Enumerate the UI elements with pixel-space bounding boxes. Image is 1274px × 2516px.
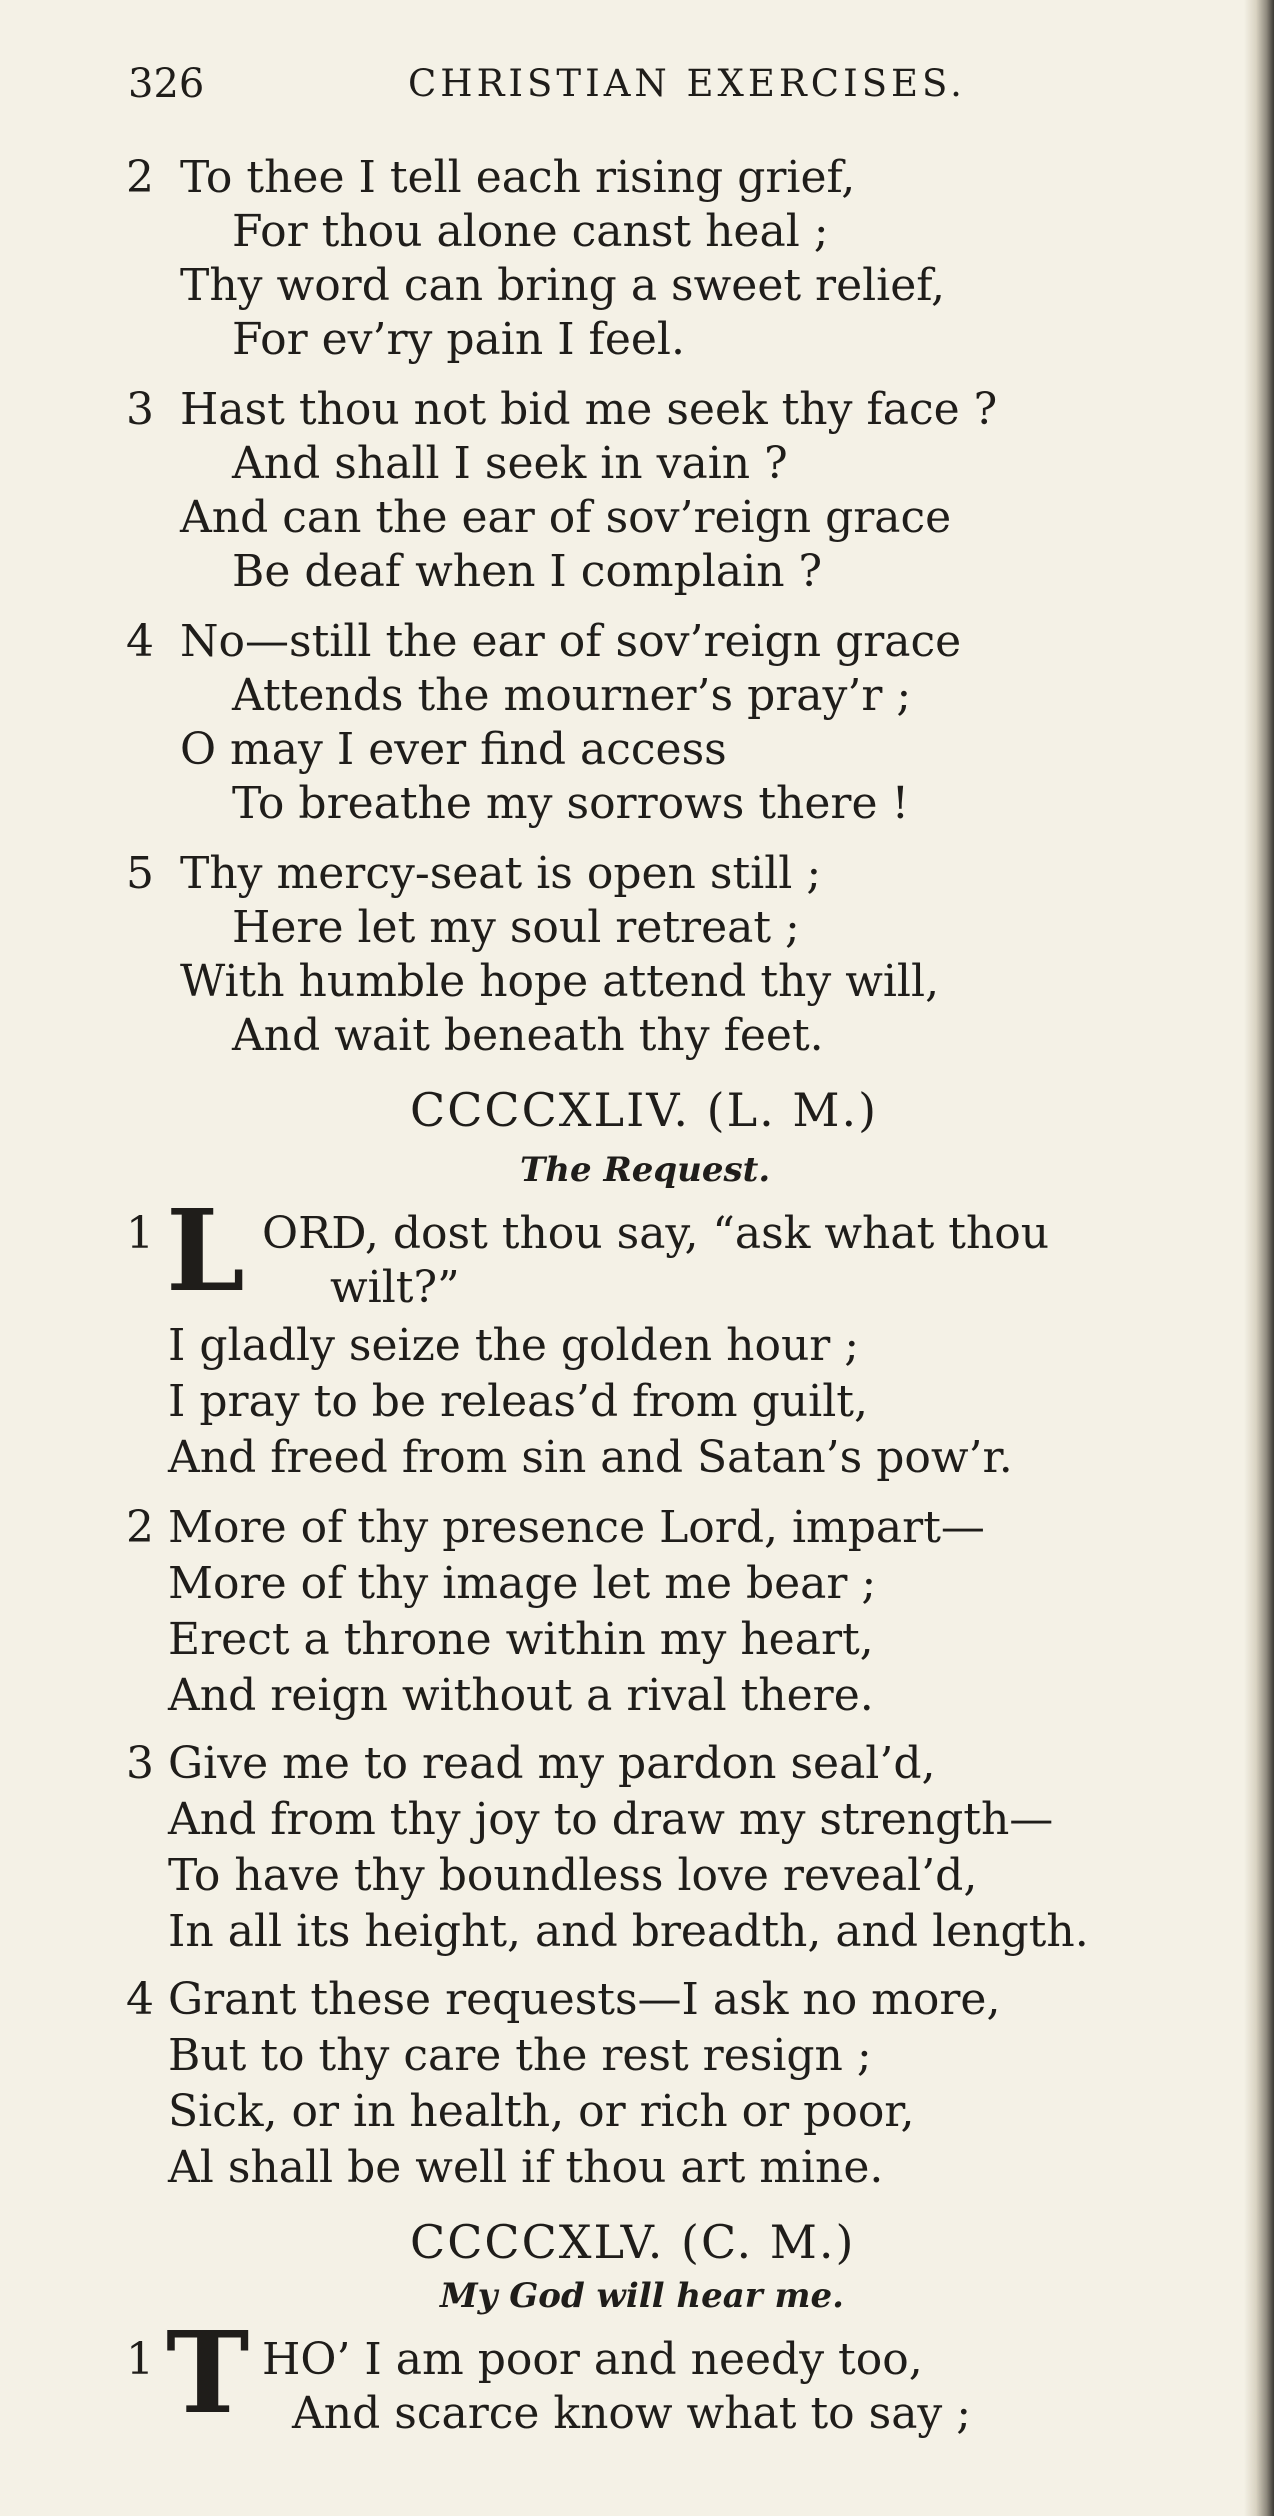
hymn-subtitle: My God will hear me.: [440, 2276, 844, 2316]
running-title: CHRISTIAN EXERCISES.: [408, 62, 966, 105]
verse-line: In all its height, and breadth, and length.: [168, 1906, 1089, 1957]
verse-line: Grant these requests—I ask no more,: [168, 1974, 1001, 2025]
verse-line: I gladly seize the golden hour ;: [168, 1320, 860, 1371]
verse-line: And shall I seek in vain ?: [232, 438, 788, 489]
verse-line: But to thy care the rest resign ;: [168, 2030, 872, 2081]
page-number: 326: [128, 61, 205, 107]
drop-cap: T: [166, 2308, 250, 2439]
stanza-number: 4: [126, 616, 154, 667]
verse-line: Here let my soul retreat ;: [232, 902, 800, 953]
verse-line: O may I ever find access: [180, 724, 727, 775]
verse-line: wilt?”: [330, 1262, 460, 1313]
verse-line: For ev’ry pain I feel.: [232, 314, 685, 365]
verse-line: And can the ear of sov’reign grace: [180, 492, 952, 543]
verse-line: More of thy presence Lord, impart—: [168, 1502, 985, 1553]
verse-line: And wait beneath thy feet.: [232, 1010, 824, 1061]
stanza-number: 3: [126, 384, 154, 435]
verse-line: And from thy joy to draw my strength—: [168, 1794, 1054, 1845]
verse-line: No—still the ear of sov’reign grace: [180, 616, 962, 667]
stanza-number: 2: [126, 1502, 154, 1553]
verse-line: To breathe my sorrows there !: [232, 778, 910, 829]
drop-cap: L: [166, 1186, 245, 1317]
verse-line: With humble hope attend thy will,: [180, 956, 940, 1007]
stanza-number: 4: [126, 1974, 154, 2025]
stanza-number: 1: [126, 2334, 154, 2385]
verse-line: Thy mercy-seat is open still ;: [180, 848, 822, 899]
verse-line: HO’ I am poor and needy too,: [262, 2334, 923, 2385]
stanza-number: 1: [126, 1208, 154, 1259]
hymn-subtitle: The Request.: [520, 1150, 771, 1190]
verse-line: Erect a throne within my heart,: [168, 1614, 874, 1665]
verse-line: ORD, dost thou say, “ask what thou: [262, 1208, 1050, 1259]
stanza-number: 5: [126, 848, 154, 899]
verse-line: And reign without a rival there.: [168, 1670, 874, 1721]
verse-line: Thy word can bring a sweet relief,: [180, 260, 945, 311]
stanza-number: 3: [126, 1738, 154, 1789]
page-edge: [1244, 0, 1274, 2516]
verse-line: For thou alone canst heal ;: [232, 206, 829, 257]
verse-line: Give me to read my pardon seal’d,: [168, 1738, 936, 1789]
stanza-number: 2: [126, 152, 154, 203]
verse-line: Sick, or in health, or rich or poor,: [168, 2086, 915, 2137]
verse-line: And scarce know what to say ;: [292, 2388, 972, 2439]
hymn-title: CCCCXLV. (C. M.): [410, 2215, 856, 2269]
verse-line: And freed from sin and Satan’s pow’r.: [168, 1432, 1013, 1483]
verse-line: More of thy image let me bear ;: [168, 1558, 877, 1609]
verse-line: Hast thou not bid me seek thy face ?: [180, 384, 998, 435]
hymn-title: CCCCXLIV. (L. M.): [410, 1083, 879, 1137]
verse-line: I pray to be releas’d from guilt,: [168, 1376, 868, 1427]
verse-line: Be deaf when I complain ?: [232, 546, 823, 597]
verse-line: To thee I tell each rising grief,: [180, 152, 856, 203]
verse-line: Al shall be well if thou art mine.: [168, 2142, 884, 2193]
verse-line: Attends the mourner’s pray’r ;: [232, 670, 912, 721]
verse-line: To have thy boundless love reveal’d,: [168, 1850, 978, 1901]
